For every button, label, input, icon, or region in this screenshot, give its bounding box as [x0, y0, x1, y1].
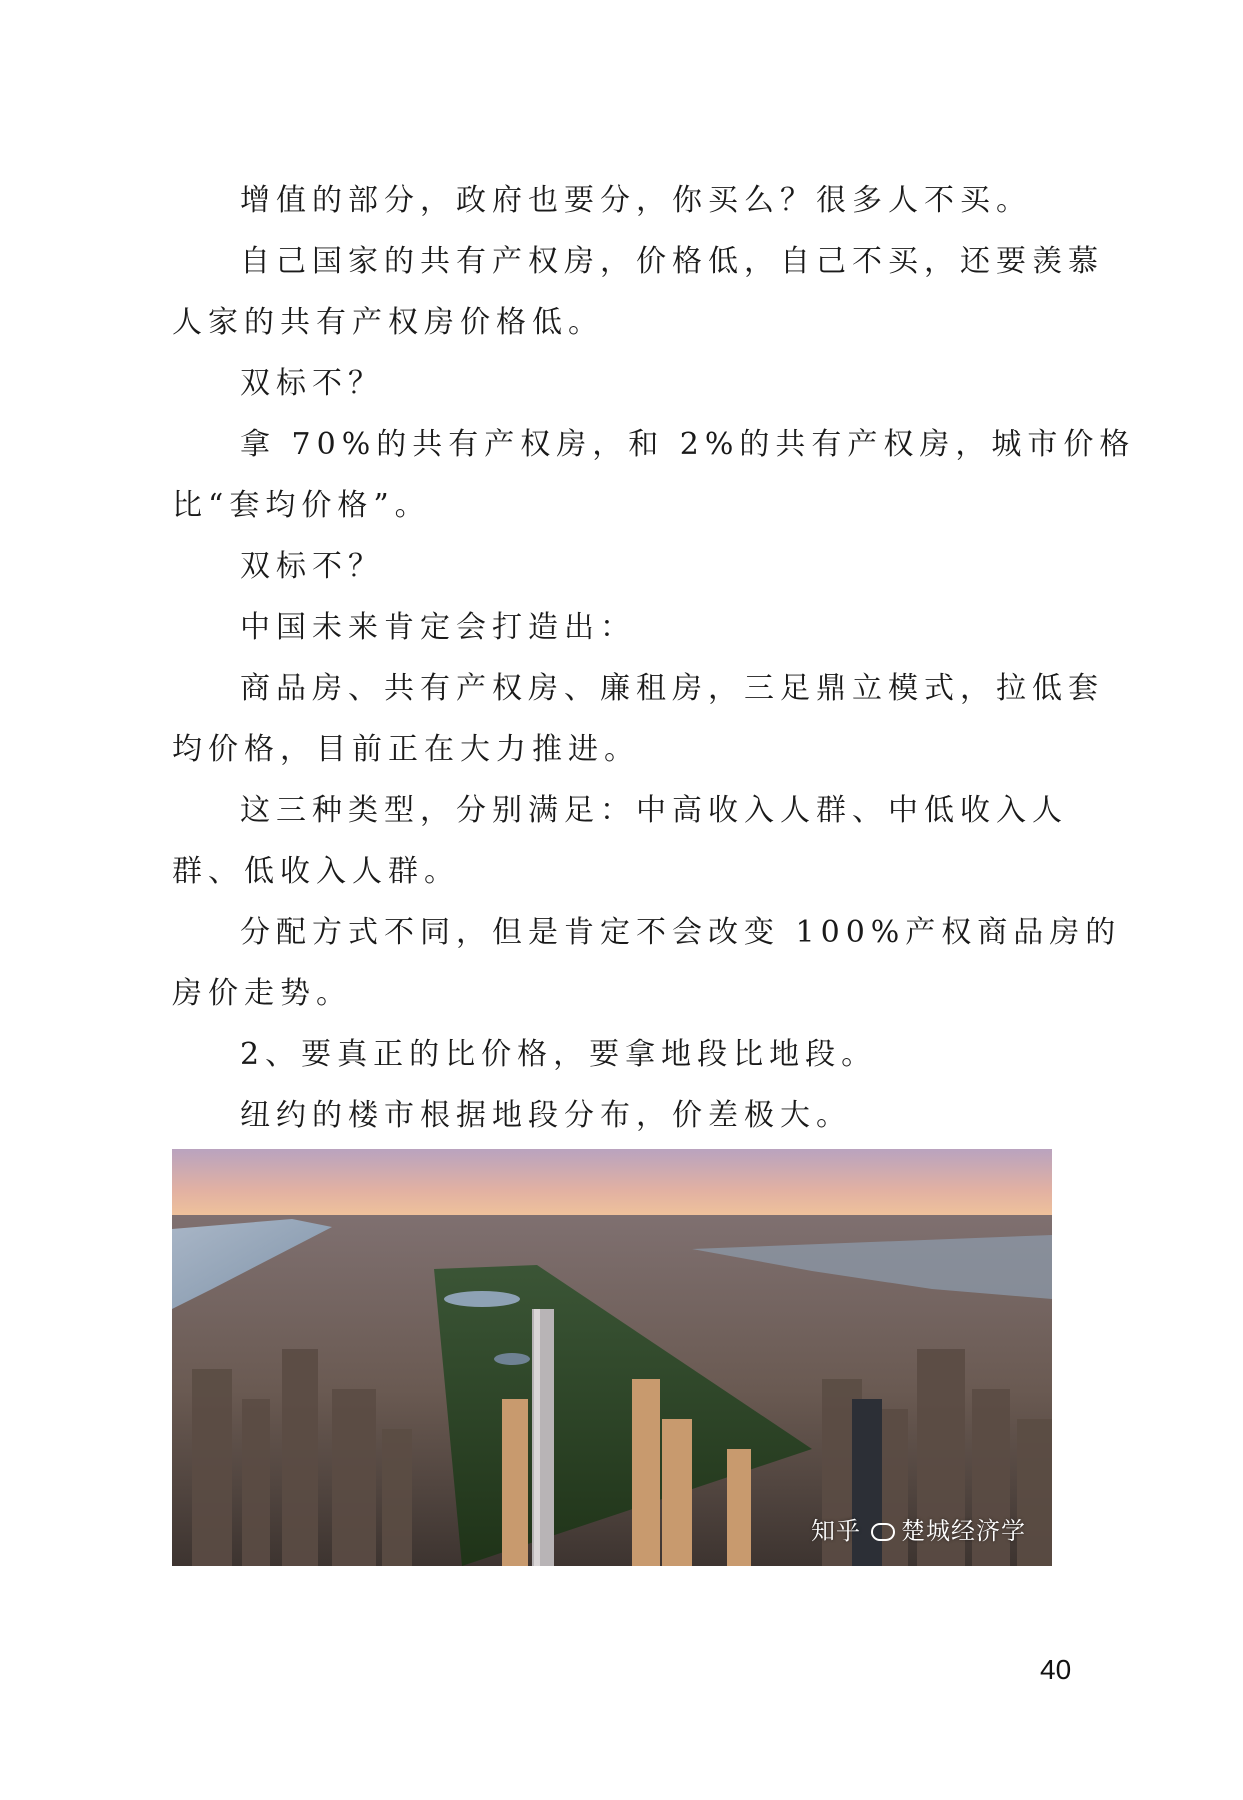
text-line: 商品房、共有产权房、廉租房，三足鼎立模式，拉低套	[240, 671, 1104, 706]
text-line: 2、要真正的比价格，要拿地段比地段。	[240, 1037, 878, 1072]
lake	[494, 1353, 530, 1365]
watermark-account: 楚城经济学	[901, 1517, 1026, 1545]
text-line: 群、低收入人群。	[172, 854, 460, 889]
text-line: 这三种类型，分别满足：中高收入人群、中低收入人	[240, 793, 1068, 828]
page-number: 40	[1040, 1654, 1072, 1685]
watermark-site: 知乎	[811, 1517, 861, 1545]
text-line: 自己国家的共有产权房，价格低，自己不买，还要羡慕	[240, 244, 1104, 279]
text-line: 分配方式不同，但是肯定不会改变 100%产权商品房的	[240, 915, 1122, 950]
wechat-icon	[871, 1523, 895, 1541]
text-line: 人家的共有产权房价格低。	[172, 305, 604, 340]
text-line: 双标不？	[240, 366, 384, 401]
text-line: 双标不？	[240, 549, 384, 584]
text-line: 比“套均价格”。	[172, 488, 431, 523]
text-line: 中国未来肯定会打造出：	[240, 610, 636, 645]
photo-watermark	[811, 1511, 1026, 1546]
aerial-city-illustration	[172, 1149, 1052, 1566]
text-line: 房价走势。	[172, 976, 352, 1011]
reservoir	[444, 1291, 520, 1307]
text-line: 拿 70%的共有产权房，和 2%的共有产权房，城市价格	[240, 427, 1136, 462]
text-line: 纽约的楼市根据地段分布，价差极大。	[240, 1098, 852, 1133]
text-line: 均价格，目前正在大力推进。	[172, 732, 640, 767]
sky	[172, 1149, 1052, 1219]
text-line: 增值的部分，政府也要分，你买么？很多人不买。	[240, 183, 1032, 218]
manhattan-aerial-photo	[172, 1149, 1052, 1566]
body-text	[172, 170, 1136, 1146]
